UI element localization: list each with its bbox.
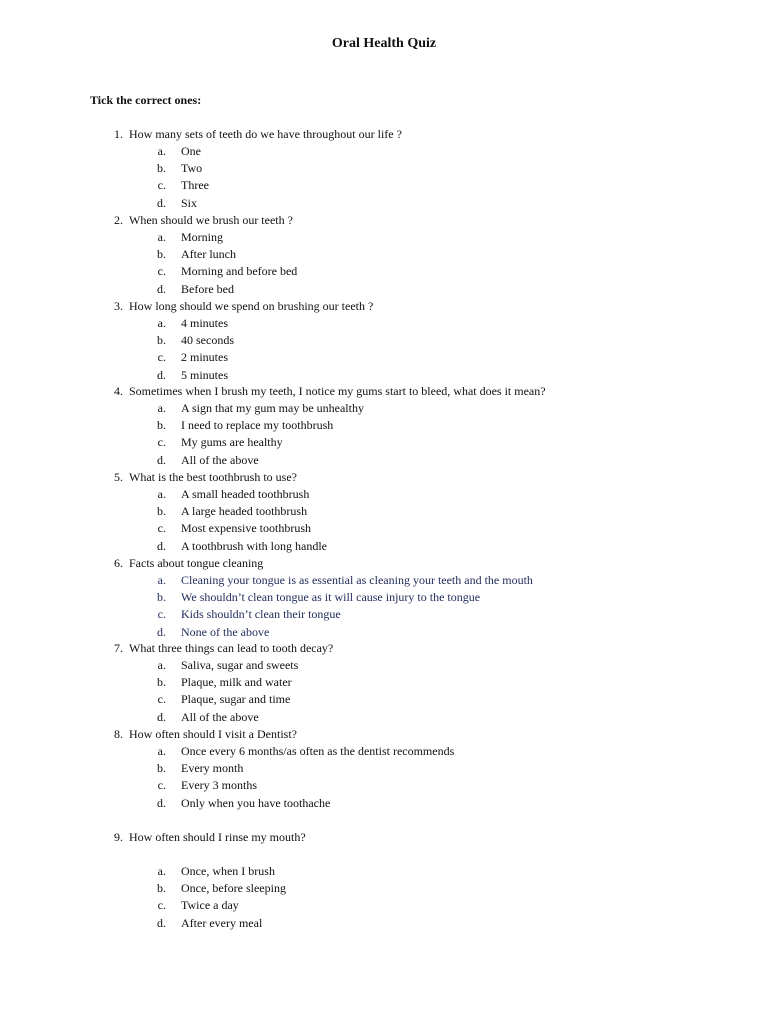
question-9-option-d[interactable] xyxy=(150,916,710,930)
option-text: Six xyxy=(181,195,198,210)
option-letter: d. xyxy=(157,709,166,724)
option-letter: b. xyxy=(157,247,166,262)
question-2 xyxy=(93,213,693,227)
option-letter: c. xyxy=(157,521,166,536)
question-3-option-a[interactable] xyxy=(150,316,710,330)
question-text: How often should I visit a Dentist? xyxy=(129,727,297,741)
question-text: Facts about tongue cleaning xyxy=(129,556,264,570)
option-text: Kids shouldn’t clean their tongue xyxy=(181,607,341,622)
option-text: After lunch xyxy=(181,247,236,262)
option-letter: b. xyxy=(157,675,166,690)
option-text: Once, before sleeping xyxy=(181,881,286,896)
option-letter: a. xyxy=(157,230,166,244)
option-text: A sign that my gum may be unhealthy xyxy=(181,401,364,415)
option-text: Three xyxy=(181,178,209,193)
question-8-option-b[interactable] xyxy=(150,761,710,775)
question-3-option-c[interactable] xyxy=(150,350,710,364)
option-text: 4 minutes xyxy=(181,316,228,330)
option-letter: b. xyxy=(157,161,166,176)
question-5-option-d[interactable] xyxy=(150,539,710,553)
question-8 xyxy=(93,727,693,741)
option-letter: c. xyxy=(157,607,166,622)
question-5-option-c[interactable] xyxy=(150,521,710,535)
option-text: One xyxy=(181,144,201,158)
question-1 xyxy=(93,127,693,141)
question-8-option-a[interactable] xyxy=(150,744,710,758)
question-4 xyxy=(93,384,693,398)
option-text: A toothbrush with long handle xyxy=(181,538,327,553)
option-text: Most expensive toothbrush xyxy=(181,521,311,536)
question-6-option-b[interactable] xyxy=(150,590,710,604)
question-3 xyxy=(93,299,693,313)
option-text: A large headed toothbrush xyxy=(181,504,308,519)
option-text: Two xyxy=(181,161,203,176)
page-title: Oral Health Quiz xyxy=(331,36,437,51)
instruction-heading: Tick the correct ones: xyxy=(90,93,202,107)
option-letter: b. xyxy=(157,504,166,519)
option-text: Once, when I brush xyxy=(181,864,275,878)
question-9 xyxy=(93,830,693,844)
option-letter: d. xyxy=(157,367,166,382)
option-text: Every month xyxy=(181,761,244,776)
question-4-option-c[interactable] xyxy=(150,435,710,449)
option-letter: b. xyxy=(157,761,166,776)
question-9-option-c[interactable] xyxy=(150,898,710,912)
question-text: When should we brush our teeth ? xyxy=(129,213,293,227)
question-3-option-b[interactable] xyxy=(150,333,710,347)
question-8-option-d[interactable] xyxy=(150,796,710,810)
question-7-option-c[interactable] xyxy=(150,692,710,706)
question-number: 8. xyxy=(114,727,123,741)
question-number: 3. xyxy=(114,299,123,313)
option-letter: c. xyxy=(157,350,166,365)
option-text: Morning xyxy=(181,230,223,244)
question-7-option-a[interactable] xyxy=(150,658,710,672)
question-4-option-d[interactable] xyxy=(150,453,710,467)
option-letter: c. xyxy=(157,178,166,193)
option-text: Once every 6 months/as often as the dentist recommends xyxy=(181,744,455,758)
option-letter: a. xyxy=(157,658,166,672)
option-letter: b. xyxy=(157,881,166,896)
option-letter: c. xyxy=(157,435,166,450)
option-letter: d. xyxy=(157,795,166,810)
option-text: After every meal xyxy=(181,915,263,930)
question-7 xyxy=(93,641,693,655)
question-6-option-a[interactable] xyxy=(150,573,710,587)
option-letter: b. xyxy=(157,590,166,605)
question-text: How long should we spend on brushing our teeth ? xyxy=(129,299,374,313)
option-letter: b. xyxy=(157,418,166,433)
question-text: How many sets of teeth do we have throughout our life ? xyxy=(129,127,402,141)
question-2-option-d[interactable] xyxy=(150,282,710,296)
question-2-option-a[interactable] xyxy=(150,230,710,244)
option-letter: d. xyxy=(157,624,166,639)
question-number: 6. xyxy=(114,556,123,570)
option-text: We shouldn’t clean tongue as it will cause injury to the tongue xyxy=(181,590,481,605)
question-1-option-d[interactable] xyxy=(150,196,710,210)
question-7-option-b[interactable] xyxy=(150,675,710,689)
option-letter: d. xyxy=(157,452,166,467)
question-1-option-b[interactable] xyxy=(150,161,710,175)
option-letter: a. xyxy=(157,864,166,878)
question-6 xyxy=(93,556,693,570)
question-number: 4. xyxy=(114,384,123,398)
question-9-option-b[interactable] xyxy=(150,881,710,895)
option-text: 5 minutes xyxy=(181,367,228,382)
option-text: My gums are healthy xyxy=(181,435,283,450)
question-4-option-b[interactable] xyxy=(150,418,710,432)
option-text: 2 minutes xyxy=(181,350,228,365)
question-text: Sometimes when I brush my teeth, I notice my gums start to bleed, what does it mean? xyxy=(129,384,546,398)
option-text: A small headed toothbrush xyxy=(181,487,310,501)
question-8-option-c[interactable] xyxy=(150,778,710,792)
option-letter: a. xyxy=(157,401,166,415)
question-9-option-a[interactable] xyxy=(150,864,710,878)
option-letter: a. xyxy=(157,487,166,501)
question-5 xyxy=(93,470,693,484)
option-text: All of the above xyxy=(181,452,259,467)
option-text: Saliva, sugar and sweets xyxy=(181,658,299,672)
question-3-option-d[interactable] xyxy=(150,368,710,382)
option-text: Twice a day xyxy=(181,898,239,913)
option-text: I need to replace my toothbrush xyxy=(181,418,334,433)
option-letter: a. xyxy=(157,573,166,587)
question-text: What is the best toothbrush to use? xyxy=(129,470,297,484)
question-1-option-a[interactable] xyxy=(150,144,710,158)
option-letter: d. xyxy=(157,538,166,553)
option-letter: d. xyxy=(157,195,166,210)
question-number: 1. xyxy=(114,127,123,141)
option-text: Plaque, sugar and time xyxy=(181,692,291,707)
option-text: Plaque, milk and water xyxy=(181,675,292,690)
option-text: None of the above xyxy=(181,624,270,639)
option-text: Every 3 months xyxy=(181,778,257,793)
question-text: What three things can lead to tooth decay? xyxy=(129,641,334,655)
option-letter: a. xyxy=(157,144,166,158)
question-number: 5. xyxy=(114,470,123,484)
option-text: All of the above xyxy=(181,709,259,724)
question-6-option-d[interactable] xyxy=(150,625,710,639)
question-7-option-d[interactable] xyxy=(150,710,710,724)
option-letter: b. xyxy=(157,333,166,348)
question-2-option-c[interactable] xyxy=(150,264,710,278)
question-6-option-c[interactable] xyxy=(150,607,710,621)
question-5-option-a[interactable] xyxy=(150,487,710,501)
option-text: 40 seconds xyxy=(181,333,234,348)
option-letter: a. xyxy=(157,316,166,330)
option-letter: c. xyxy=(157,264,166,279)
question-number: 2. xyxy=(114,213,123,227)
question-text: How often should I rinse my mouth? xyxy=(129,830,306,844)
option-letter: a. xyxy=(157,744,166,758)
question-5-option-b[interactable] xyxy=(150,504,710,518)
option-text: Morning and before bed xyxy=(181,264,298,279)
option-text: Cleaning your tongue is as essential as cleaning your teeth and the mouth xyxy=(181,573,533,587)
option-text: Only when you have toothache xyxy=(181,795,331,810)
question-4-option-a[interactable] xyxy=(150,401,710,415)
question-1-option-c[interactable] xyxy=(150,178,710,192)
question-number: 7. xyxy=(114,641,123,655)
option-letter: d. xyxy=(157,281,166,296)
option-letter: d. xyxy=(157,915,166,930)
option-letter: c. xyxy=(157,778,166,793)
option-text: Before bed xyxy=(181,281,234,296)
option-letter: c. xyxy=(157,898,166,913)
option-letter: c. xyxy=(157,692,166,707)
question-number: 9. xyxy=(114,830,123,844)
question-2-option-b[interactable] xyxy=(150,247,710,261)
